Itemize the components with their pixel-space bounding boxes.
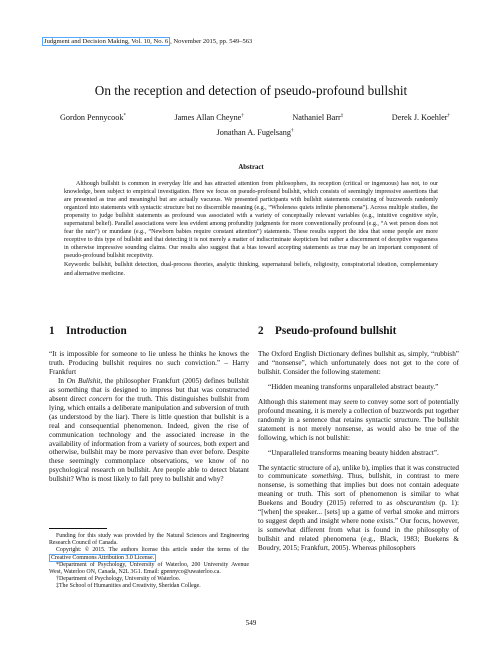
quote: “Hidden meaning transforms unparalleled abstract beauty.” — [268, 382, 439, 391]
section-heading-introduction: 1 Introduction — [49, 325, 127, 337]
license-link[interactable]: Creative Commons Attribution 3.0 License. — [51, 554, 155, 561]
right-column — [258, 325, 459, 553]
epigraph: “It is impossible for someone to lie unless he thinks he knows the truth. Producing bullshit requires no such conviction.” – Harry Frankfurt — [49, 350, 249, 376]
author: Jonathan A. Fugelsang† — [216, 128, 294, 137]
abstract-body: Although bullshit is common in everyday life and has attracted attention from philosophers, its reception (critical or ingenuous) has not, to our knowledge, been subject to empirical investigation. Here we focus on pseudo-profound bullshit, which consists of seemingly impressive assertions that are presented as true and meaningful but are actually vacuous. We presented participants with bullshit statements consisting of buzzwords randomly organized into statements with syntactic structure but no discernible meaning (e.g., “Wholeness quiets infinite phenomena”). Across multiple studies, the propensity to judge bullshit statements as profound was associated with a variety of conceptually relevant variables (e.g., intuitive cognitive style, supernatural belief). Parallel associations were less evident among profundity judgments for more conventionally profound (e.g., “A wet person does not fear the rain”) or mundane (e.g., “Newborn babies require constant attention”) statements. These results support the idea that some people are more receptive to this type of bullshit and that detecting it is not merely a matter of indiscriminate skepticism but rather a discernment of deceptive vagueness in otherwise impressive sounding claims. Our results also suggest that a bias toward accepting statements as true may be an important component of pseudo-profound bullshit receptivity. — [64, 181, 438, 260]
author: Nathaniel Barr‡ — [292, 113, 344, 122]
footnotes — [49, 528, 249, 591]
intro-paragraph: In On Bullshit, the philosopher Frankfurt (2005) defines bullshit as something that is designed to impress but that was constructed absent direct concern for the truth. This distinguishes bullshit from lying, which entails a deliberate manipulation and subversion of truth (as understood by the liar). There is little question that bullshit is a real and consequential phenomenon. Indeed, given the rise of communication technology and the associated increase in the availability of information from a variety of sources, both expert and otherwise, bullshit may be more pervasive than ever before. Despite these seemingly commonplace observations, we know of no psychological research on bullshit. Are people able to detect blatant bullshit? Who is most likely to fall prey to bullshit and why? — [49, 376, 249, 484]
author: Gordon Pennycook* — [60, 113, 126, 122]
author-list — [60, 113, 450, 138]
section-heading-pseudo-profound: 2 Pseudo-profound bullshit — [258, 325, 397, 337]
abstract-heading: Abstract — [238, 164, 264, 171]
quote: “Unparalleled transforms meaning beauty hidden abstract”. — [268, 448, 439, 457]
paper-title: On the reception and detection of pseudo-profound bullshit — [94, 83, 408, 98]
affiliation-note: ‡The School of Humanities and Creativity, Sheridan College. — [56, 583, 201, 590]
abstract — [64, 180, 438, 278]
author: James Allan Cheyne† — [174, 113, 244, 122]
paragraph: The syntactic structure of a), unlike b), implies that it was constructed to communicate something. Thus, bullshit, in contrast to mere nonsense, is something that implies but does not contain adequate meaning or truth. This sort of phenomenon is similar to what Buekens and Boudry (2015) referred to as obscurantism (p. 1): “[when] the speaker... [sets] up a game of verbal smoke and mirrors to suggest depth and insight where none exists.” Our focus, however, is somewhat different from what is found in the philosophy of bullshit and related phenomena (e.g., Black, 1983; Buekens & Boudry, 2015; Frankfurt, 2005). Whereas philosophers — [258, 463, 459, 553]
copyright-note: Copyright: © 2015. The authors license this article under the terms of the Creative Commons Attribution 3.0 License. — [51, 547, 249, 561]
funding-note: Funding for this study was provided by the Natural Sciences and Engineering Research Council of Canada. — [49, 533, 249, 547]
issue-info: , November 2015, pp. 549–563 — [170, 38, 253, 45]
left-column — [49, 325, 249, 484]
journal-header — [42, 38, 252, 46]
paragraph: Although this statement may seem to convey some sort of potentially profound meaning, it is merely a collection of buzzwords put together randomly in a sentence that retains syntactic structure. The bullshit statement is not merely nonsense, as would also be true of the following, which is not bullshit: — [258, 397, 459, 442]
journal-link[interactable]: Judgment and Decision Making, Vol. 10, No. 6 — [44, 38, 169, 45]
page-number: 549 — [245, 619, 257, 627]
affiliation-note: *Department of Psychology, University of Waterloo, 200 University Avenue West, Waterloo ON, Canada, N2L 3G1. Email: gpennyco@uwaterloo.ca. — [49, 561, 249, 576]
author: Derek J. Koehler† — [391, 113, 450, 122]
affiliation-note: †Department of Psychology, University of Waterloo. — [56, 576, 181, 583]
keywords: Keywords: bullshit, bullshit detection, dual-process theories, analytic thinking, supernatural beliefs, religiosity, conspiratorial ideation, complementary and alternative medicine. — [64, 262, 438, 277]
paragraph: The Oxford English Dictionary defines bullshit as, simply, “rubbish” and “nonsense”, which unfortunately does not get to the core of bullshit. Consider the following statement: — [258, 350, 459, 376]
footnote-rule — [49, 528, 107, 529]
